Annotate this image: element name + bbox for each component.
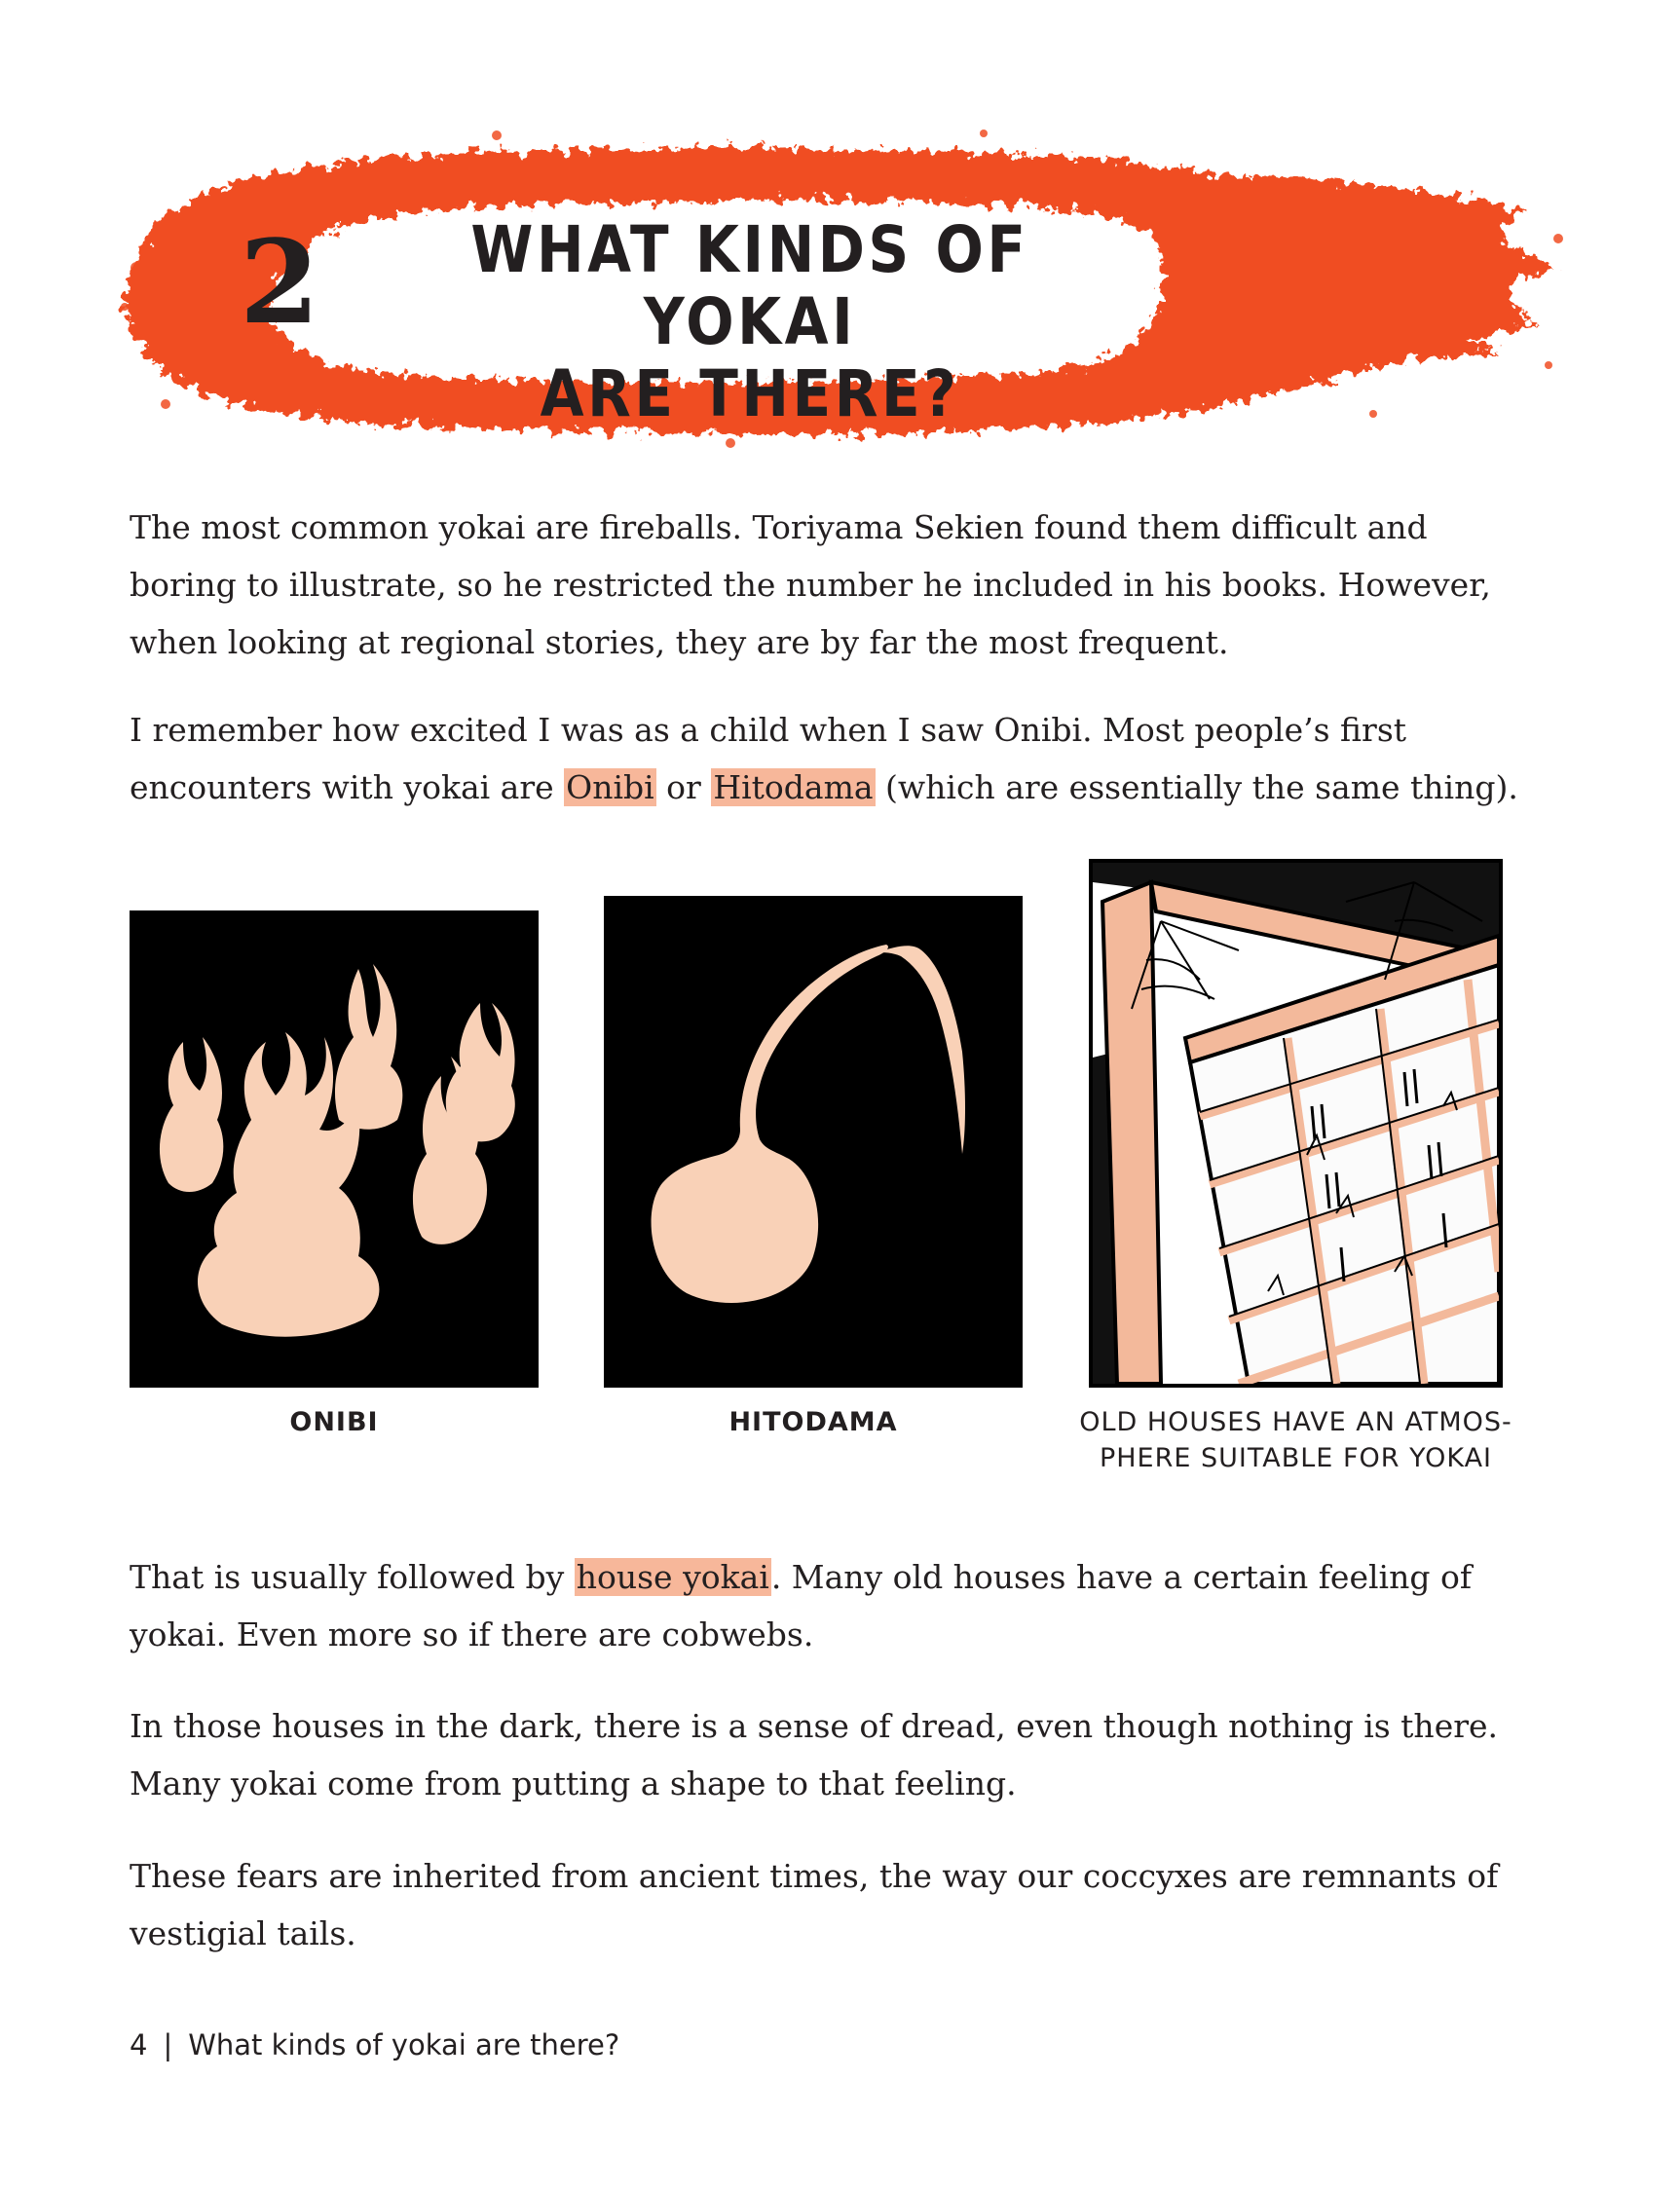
chapter-title [459, 214, 1041, 430]
body-paragraph-4: In those houses in the dark, there is a sense of dread, even though nothing is there. Many yokai come from putting a shape to that feeling. [130, 1707, 1499, 1802]
page-footer [130, 2028, 619, 2061]
intro-paragraph-2-text: I remember how excited I was as a child when I saw Onibi. Most people’s first encounters with yokai are [130, 711, 1407, 806]
onibi-flames-icon [130, 910, 539, 1388]
old-house-caption-line-2: PHERE SUITABLE FOR YOKAI [1099, 1443, 1493, 1473]
onibi-caption: ONIBI [289, 1407, 379, 1437]
intro-paragraph-2 [130, 701, 1532, 816]
highlight-house-yokai: house yokai [576, 1558, 769, 1596]
hitodama-fireball-icon [604, 896, 1023, 1388]
old-house-illustration [1089, 859, 1503, 1388]
chapter-title-line-2: ARE THERE? [540, 356, 960, 431]
hitodama-caption: HITODAMA [728, 1407, 898, 1437]
footer-separator: | [163, 2028, 173, 2061]
hitodama-illustration [604, 896, 1023, 1388]
highlight-onibi: Onibi [566, 768, 654, 806]
body-paragraph-3-end: . Many old houses have a certain feeling of yokai. Even more so if there are cobwebs. [130, 1558, 1473, 1653]
intro-paragraph-1: The most common yokai are fireballs. Toriyama Sekien found them difficult and boring to illustrate, so he restricted the number he included in his books. However, when looking at regional stories, they are by far the most frequent. [130, 508, 1491, 661]
old-house-window-icon [1093, 863, 1499, 1384]
chapter-number: 2 [239, 214, 320, 350]
body-paragraph-5: These fears are inherited from ancient times, the way our coccyxes are remnants of vestigial tails. [130, 1857, 1499, 1952]
intro-paragraph-2-or: or [655, 768, 712, 806]
chapter-title-line-1: WHAT KINDS OF YOKAI [470, 212, 1029, 359]
page-number: 4 [130, 2028, 148, 2061]
body-paragraph-3 [130, 1548, 1532, 1663]
old-house-caption [1079, 1404, 1512, 1476]
onibi-illustration [130, 910, 539, 1388]
highlight-hitodama: Hitodama [713, 768, 874, 806]
running-header-title: What kinds of yokai are there? [188, 2028, 620, 2061]
intro-paragraph-2-end: (which are essentially the same thing). [875, 768, 1518, 806]
body-paragraph-3-text: That is usually followed by [130, 1558, 575, 1596]
old-house-caption-line-1: OLD HOUSES HAVE AN ATMOS- [1079, 1407, 1512, 1437]
